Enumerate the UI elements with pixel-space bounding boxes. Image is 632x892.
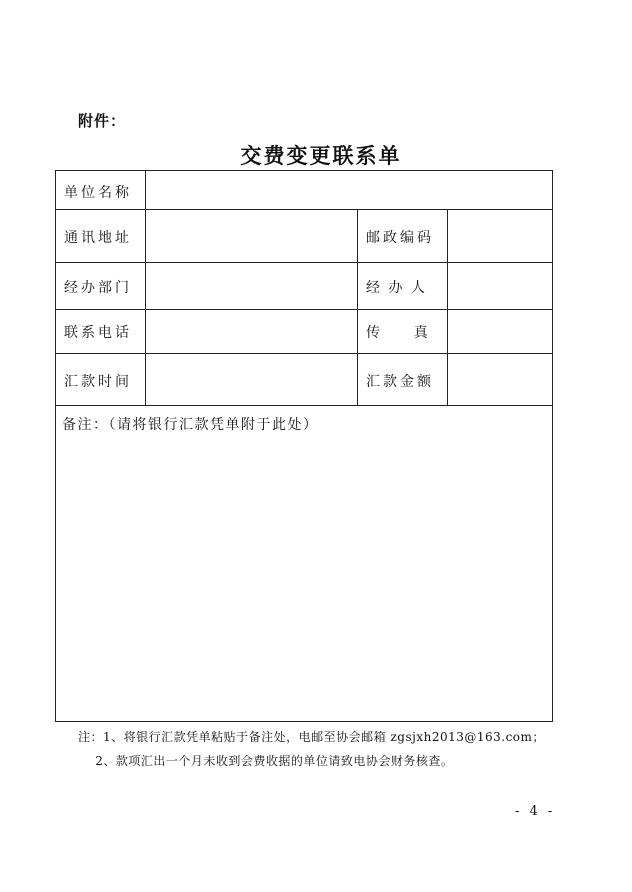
remarks-area[interactable] xyxy=(56,433,552,719)
row-divider xyxy=(56,405,552,406)
remarks-label: 备注：（请将银行汇款凭单附于此处） xyxy=(62,417,319,433)
unit-name-label: 单位名称 xyxy=(64,185,132,201)
remit-amount-label: 汇款金额 xyxy=(366,374,434,390)
column-divider xyxy=(145,171,146,406)
remit-amount-field[interactable] xyxy=(449,355,552,405)
footnote-1: 注：1、将银行汇款凭单粘贴于备注处，电邮至协会邮箱 zgsjxh2013@163.com； xyxy=(78,730,545,744)
postcode-field[interactable] xyxy=(449,211,552,261)
phone-label: 联系电话 xyxy=(64,325,132,341)
form-title: 交费变更联系单 xyxy=(240,144,402,168)
address-label: 通讯地址 xyxy=(64,230,132,246)
postcode-label: 邮政编码 xyxy=(366,230,434,246)
page-number: - 4 - xyxy=(515,804,556,819)
unit-name-field[interactable] xyxy=(147,171,552,208)
column-divider xyxy=(447,209,448,406)
handler-field[interactable] xyxy=(449,264,552,308)
contact-form-table xyxy=(55,170,553,722)
handler-label: 经 办 人 xyxy=(366,280,427,296)
remit-time-label: 汇款时间 xyxy=(64,374,132,390)
row-divider xyxy=(56,353,552,354)
department-field[interactable] xyxy=(147,264,356,308)
row-divider xyxy=(56,262,552,263)
fax-field[interactable] xyxy=(449,311,552,352)
attachment-label: 附件： xyxy=(78,112,127,130)
fax-label: 传 真 xyxy=(366,325,429,341)
row-divider xyxy=(56,309,552,310)
phone-field[interactable] xyxy=(147,311,356,352)
footnote-2: 2、款项汇出一个月未收到会费收据的单位请致电协会财务核查。 xyxy=(78,754,454,768)
department-label: 经办部门 xyxy=(64,280,132,296)
row-divider xyxy=(56,209,552,210)
address-field[interactable] xyxy=(147,211,356,261)
remit-time-field[interactable] xyxy=(147,355,356,405)
column-divider xyxy=(357,209,358,406)
